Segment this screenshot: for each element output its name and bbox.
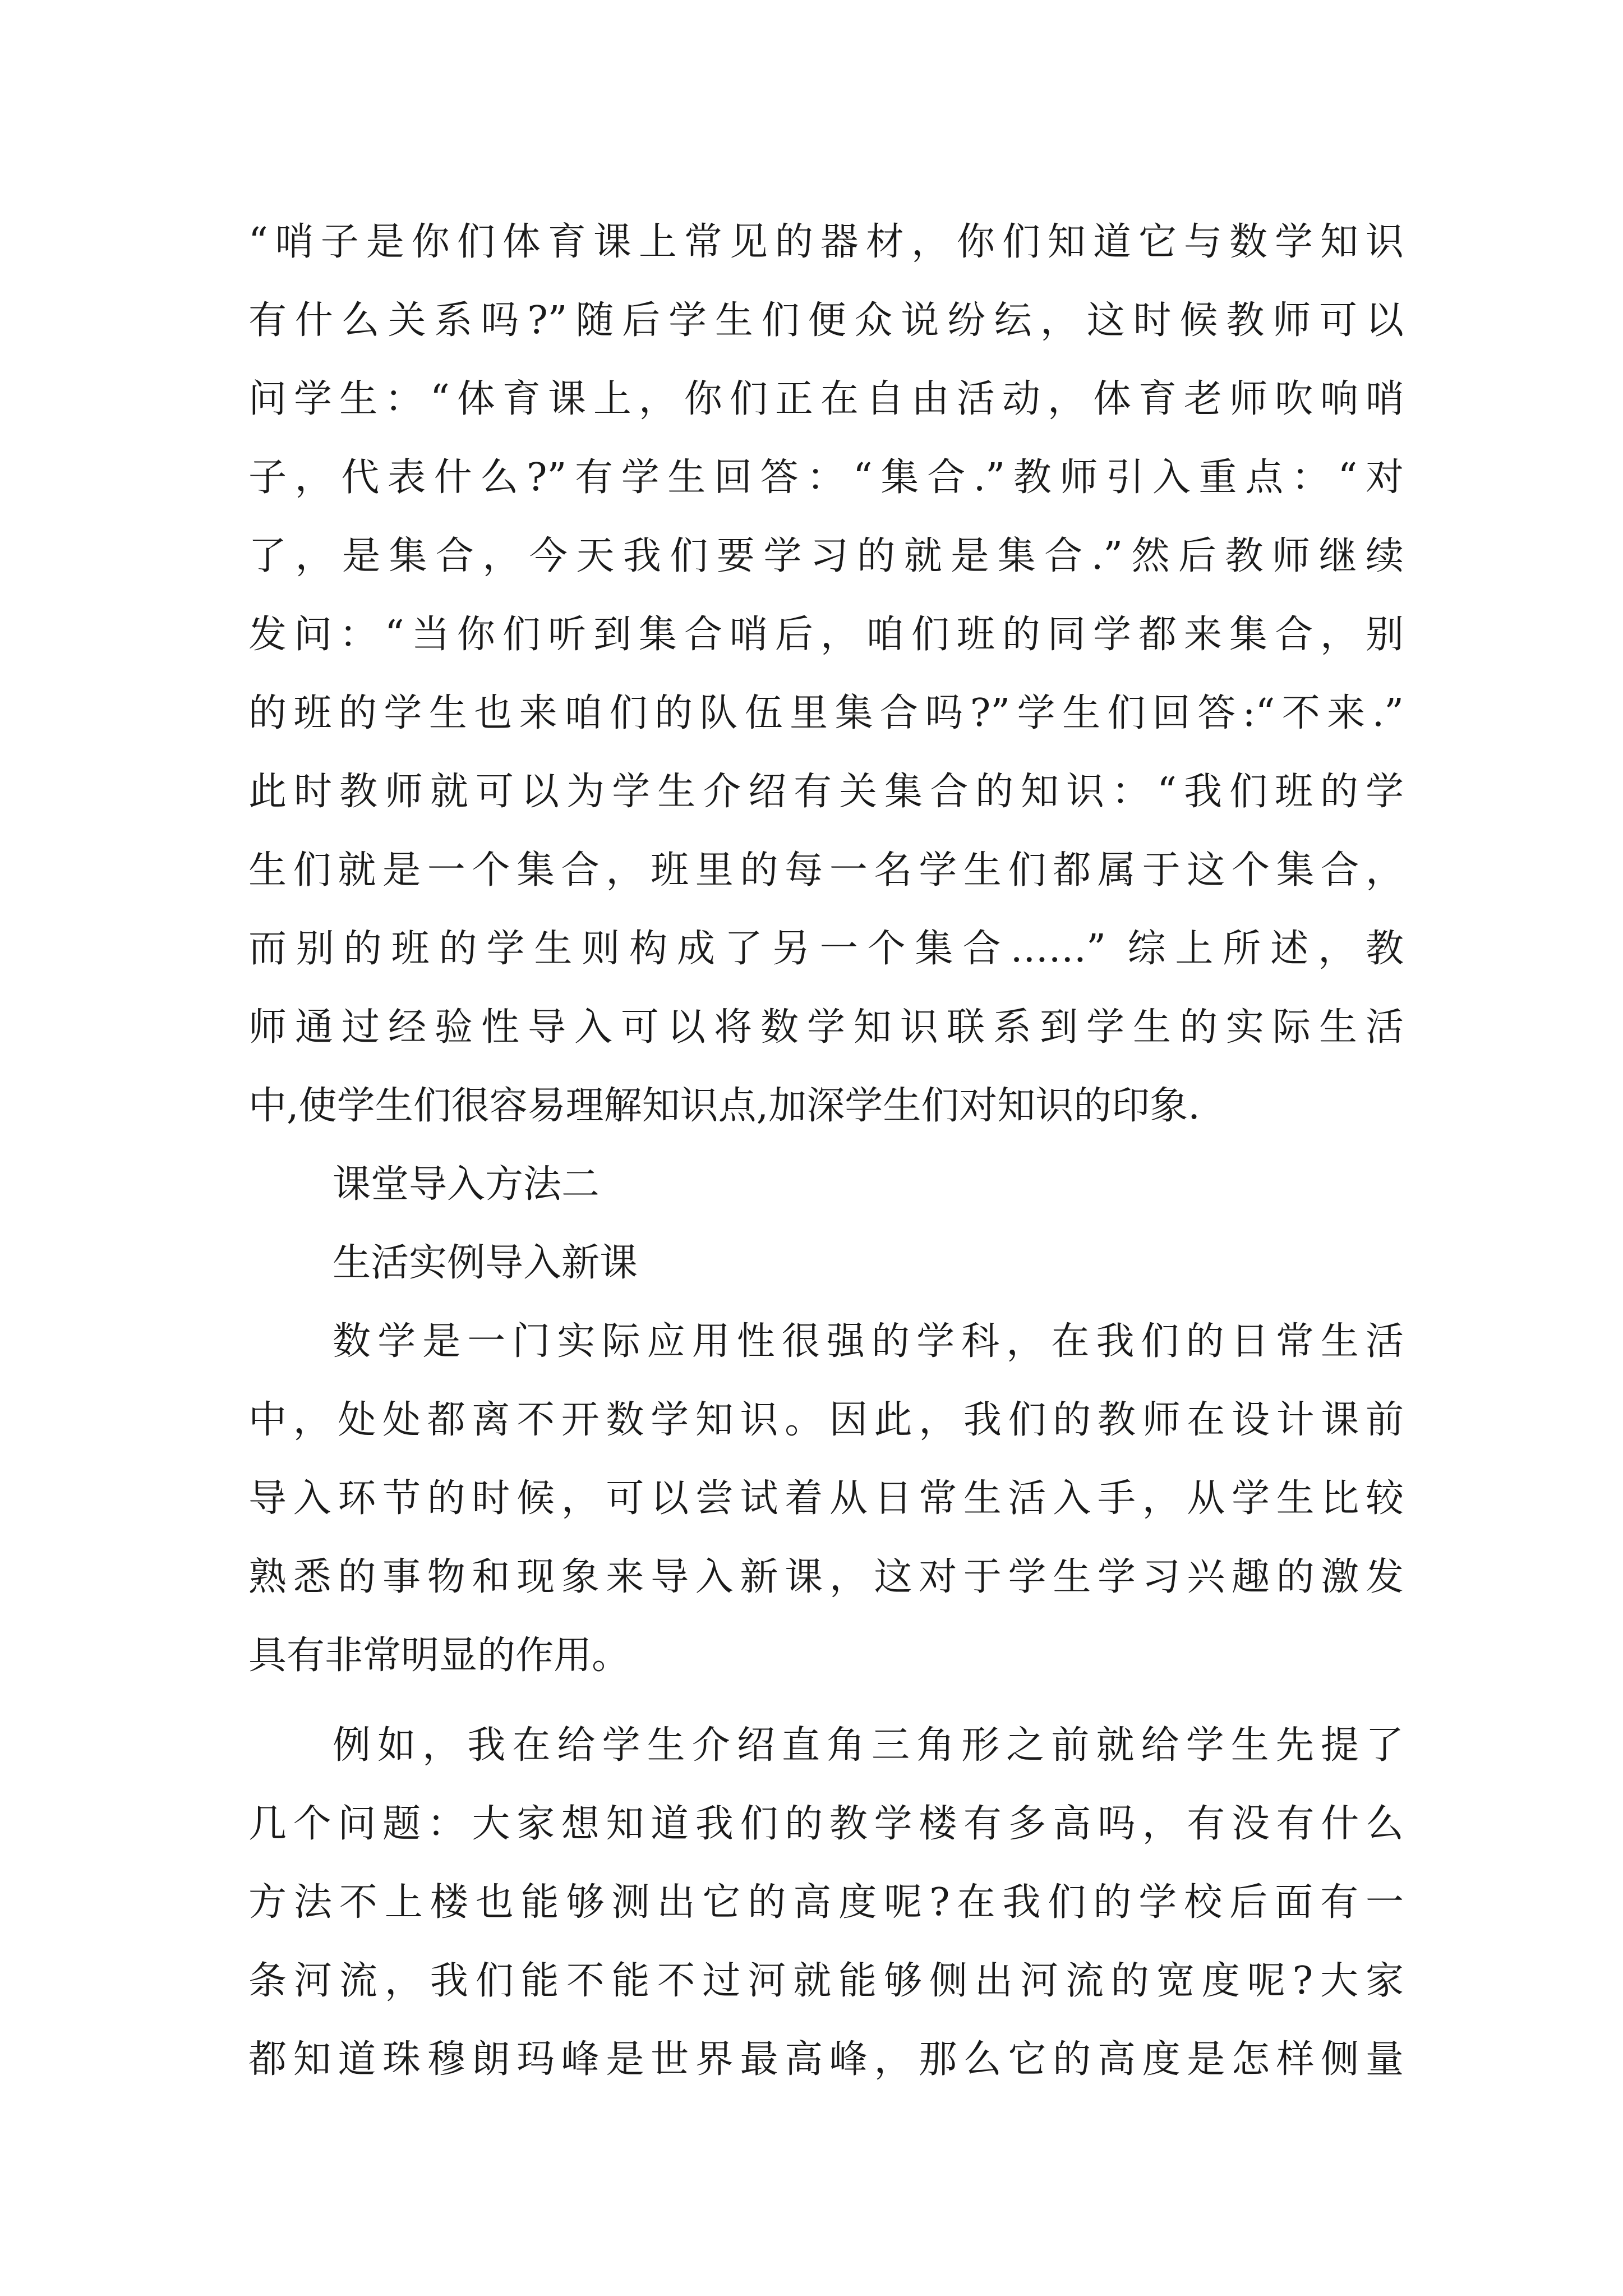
text-line: 例如，我在给学生介绍直角三角形之前就给学生先提了	[333, 1723, 1404, 1768]
text-line: 中，处处都离不开数学知识。因此，我们的教师在设计课前	[248, 1398, 1404, 1442]
text-line: 导入环节的时候，可以尝试着从日常生活入手，从学生比较	[248, 1476, 1404, 1521]
text-line: 发问：“当你们听到集合哨后，咱们班的同学都来集合，别	[248, 613, 1404, 657]
text-line: 生们就是一个集合，班里的每一名学生们都属于这个集合，	[248, 848, 1404, 892]
text-line: 此时教师就可以为学生介绍有关集合的知识：“我们班的学	[248, 770, 1404, 814]
text-line: 几个问题：大家想知道我们的教学楼有多高吗，有没有什么	[248, 1802, 1404, 1846]
text-line: 而别的班的学生则构成了另一个集合……” 综上所述，教	[248, 927, 1404, 971]
text-line: 数学是一门实际应用性很强的学科，在我们的日常生活	[333, 1319, 1404, 1364]
text-line: 有什么关系吗?”随后学生们便众说纷纭，这时候教师可以	[248, 298, 1404, 343]
section-subheading: 生活实例导入新课	[333, 1241, 638, 1285]
text-line: 了，是集合，今天我们要学习的就是集合.”然后教师继续	[248, 534, 1404, 578]
text-line: 都知道珠穆朗玛峰是世界最高峰，那么它的高度是怎样侧量	[248, 2037, 1404, 2082]
text-line: 师通过经验性导入可以将数学知识联系到学生的实际生活	[248, 1005, 1404, 1050]
text-line: 具有非常明显的作用。	[248, 1634, 630, 1678]
text-line: 子，代表什么?”有学生回答：“集合.”教师引入重点：“对	[248, 455, 1404, 500]
text-line: 熟悉的事物和现象来导入新课，这对于学生学习兴趣的激发	[248, 1555, 1404, 1599]
text-line: 方法不上楼也能够测出它的高度呢?在我们的学校后面有一	[248, 1880, 1404, 1925]
text-line: 的班的学生也来咱们的队伍里集合吗?”学生们回答:“不来.”	[248, 691, 1404, 735]
text-line: 问学生：“体育课上，你们正在自由活动，体育老师吹响哨	[248, 377, 1404, 421]
text-line: 条河流，我们能不能不过河就能够侧出河流的宽度呢?大家	[248, 1959, 1404, 2003]
section-heading: 课堂导入方法二	[333, 1162, 600, 1207]
text-line: “哨子是你们体育课上常见的器材，你们知道它与数学知识	[248, 220, 1404, 264]
text-line: 中,使学生们很容易理解知识点,加深学生们对知识的印象.	[248, 1084, 1200, 1128]
